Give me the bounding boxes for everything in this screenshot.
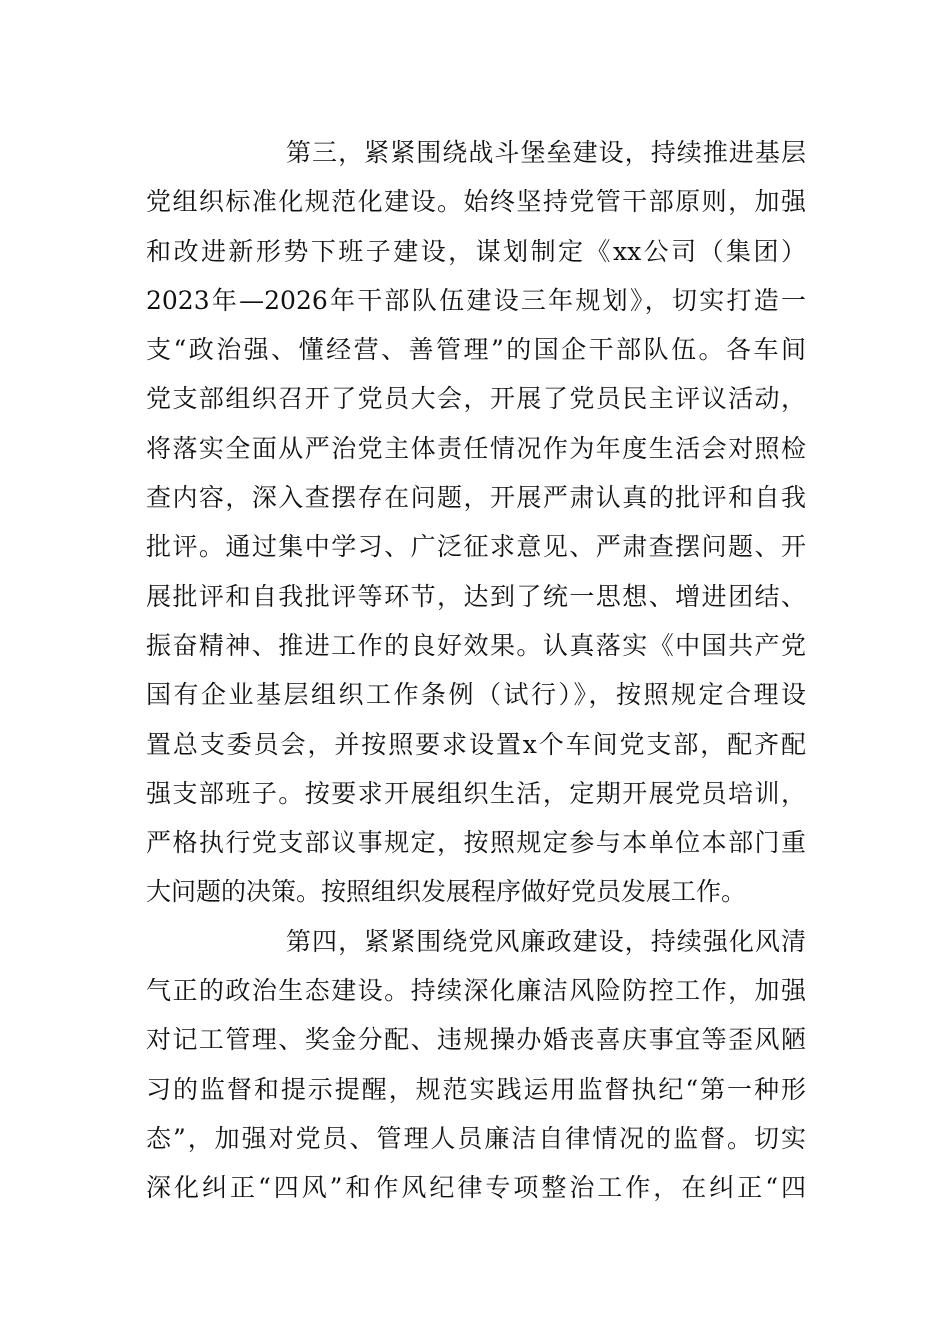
text-line: 对记工管理、奖金分配、违规操办婚丧喜庆事宜等歪风陋	[146, 1025, 806, 1055]
text-line: 和改进新形势下班子建设，谋划制定《xx公司（集团）	[146, 236, 806, 266]
text-line: 将落实全面从严治党主体责任情况作为年度生活会对照检	[146, 433, 806, 463]
paragraph-2	[146, 917, 806, 1213]
text-line: 习的监督和提示提醒，规范实践运用监督执纪“第一种形	[146, 1074, 806, 1104]
text-line: 态”，加强对党员、管理人员廉洁自律情况的监督。切实	[146, 1123, 806, 1153]
text-line: 大问题的决策。按照组织发展程序做好党员发展工作。	[146, 877, 747, 907]
text-line: 置总支委员会，并按照要求设置x个车间党支部，配齐配	[146, 729, 806, 759]
text-line: 党支部组织召开了党员大会，开展了党员民主评议活动，	[146, 384, 806, 414]
text-line: 深化纠正“四风”和作风纪律专项整治工作，在纠正“四	[146, 1173, 806, 1203]
text-line: 第三，紧紧围绕战斗堡垒建设，持续推进基层	[286, 138, 806, 167]
text-line: 第四，紧紧围绕党风廉政建设，持续强化风清	[286, 926, 806, 956]
text-line: 展批评和自我批评等环节，达到了统一思想、增进团结、	[146, 581, 806, 611]
text-line: 国有企业基层组织工作条例（试行）》，按照规定合理设	[146, 680, 806, 710]
text-line: 振奋精神、推进工作的良好效果。认真落实《中国共产党	[146, 630, 806, 660]
text-line: 严格执行党支部议事规定，按照规定参与本单位本部门重	[146, 828, 806, 858]
text-line: 气正的政治生态建设。持续深化廉洁风险防控工作，加强	[146, 976, 806, 1006]
text-line: 查内容，深入查摆存在问题，开展严肃认真的批评和自我	[146, 483, 806, 513]
text-line: 支“政治强、懂经营、善管理”的国企干部队伍。各车间	[146, 335, 806, 365]
paragraph-1	[146, 128, 806, 917]
document-body	[146, 128, 806, 1213]
text-line: 党组织标准化规范化建设。始终坚持党管干部原则，加强	[146, 187, 806, 217]
text-line: 2023年—2026年干部队伍建设三年规划》，切实打造一	[146, 285, 806, 315]
text-line: 强支部班子。按要求开展组织生活，定期开展党员培训，	[146, 778, 806, 808]
text-line: 批评。通过集中学习、广泛征求意见、严肃查摆问题、开	[146, 532, 806, 562]
